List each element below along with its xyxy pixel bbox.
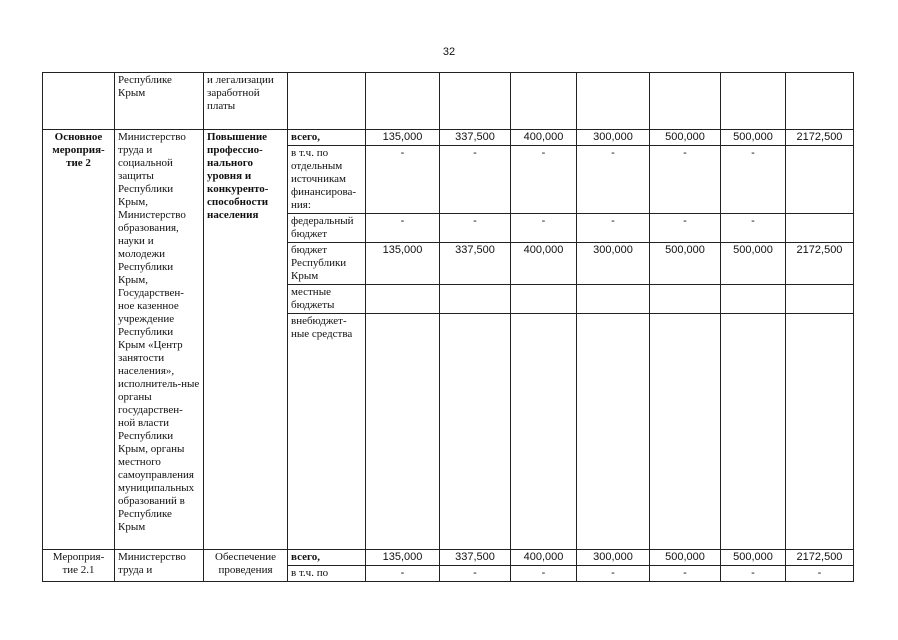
value-cell [577, 285, 650, 314]
value-cell [577, 314, 650, 550]
value-cell [786, 146, 854, 214]
value-cell: 2172,500 [786, 243, 854, 285]
value-cell: 135,000 [366, 243, 440, 285]
value-cell: 500,000 [650, 243, 721, 285]
value-cell [577, 73, 650, 130]
table-row [43, 130, 854, 146]
value-cell [440, 73, 511, 130]
table-row [43, 550, 854, 566]
goal-cell: и легализации заработной платы [204, 73, 288, 130]
value-cell: - [650, 566, 721, 582]
value-cell: 300,000 [577, 550, 650, 566]
value-cell [721, 285, 786, 314]
value-cell [786, 314, 854, 550]
goal-cell: Обеспечение проведения [204, 550, 288, 582]
value-cell: 400,000 [511, 550, 577, 566]
value-cell [786, 214, 854, 243]
value-cell: - [511, 146, 577, 214]
measure-label: Мероприя-тие 2.1 [43, 550, 115, 582]
value-cell: - [650, 214, 721, 243]
table-row [43, 73, 854, 130]
value-cell: 135,000 [366, 550, 440, 566]
measure-label: Основное мероприя-тие 2 [43, 130, 115, 550]
value-cell [650, 285, 721, 314]
source-cell: всего, [288, 130, 366, 146]
executor-cell: Министерство труда и социальной защиты Республики Крым, Министерство образования, науки и молодежи Республики Крым, Государствен-ное казенное учреждение Республики Крым «Центр занятости населения», исполнитель-ные органы государствен-ной власти Республики Крым, органы местного самоуправления муниципальных образований в Республике Крым [115, 130, 204, 550]
value-cell [366, 73, 440, 130]
value-cell: - [786, 566, 854, 582]
page-number: 32 [442, 46, 456, 58]
value-cell [440, 285, 511, 314]
value-cell: 500,000 [721, 130, 786, 146]
value-cell [366, 314, 440, 550]
executor-cell: Министерство труда и [115, 550, 204, 582]
value-cell [650, 73, 721, 130]
value-cell: 2172,500 [786, 550, 854, 566]
value-cell: - [366, 146, 440, 214]
source-cell: в т.ч. по [288, 566, 366, 582]
source-cell: бюджет Республики Крым [288, 243, 366, 285]
value-cell: - [577, 146, 650, 214]
value-cell [511, 285, 577, 314]
value-cell: - [440, 566, 511, 582]
value-cell: 300,000 [577, 243, 650, 285]
value-cell [511, 73, 577, 130]
value-cell [786, 285, 854, 314]
source-cell: в т.ч. по отдельным источникам финансирова-ния: [288, 146, 366, 214]
value-cell: 337,500 [440, 130, 511, 146]
source-cell [288, 73, 366, 130]
value-cell [721, 314, 786, 550]
value-cell: - [511, 214, 577, 243]
value-cell: - [511, 566, 577, 582]
source-cell: федеральный бюджет [288, 214, 366, 243]
value-cell: 500,000 [721, 550, 786, 566]
value-cell: 337,500 [440, 550, 511, 566]
value-cell: 500,000 [721, 243, 786, 285]
goal-cell: Повышение профессио-нального уровня и конкуренто-способности населения [204, 130, 288, 550]
value-cell [511, 314, 577, 550]
value-cell [440, 314, 511, 550]
value-cell: 135,000 [366, 130, 440, 146]
value-cell [721, 73, 786, 130]
value-cell [366, 285, 440, 314]
value-cell: - [721, 146, 786, 214]
value-cell: 500,000 [650, 130, 721, 146]
financing-table [42, 72, 854, 582]
value-cell: 400,000 [511, 130, 577, 146]
value-cell [650, 314, 721, 550]
source-cell: внебюджет-ные средства [288, 314, 366, 550]
value-cell: - [650, 146, 721, 214]
row-label-cell [43, 73, 115, 130]
value-cell [786, 73, 854, 130]
value-cell: - [440, 214, 511, 243]
value-cell: 337,500 [440, 243, 511, 285]
value-cell: 400,000 [511, 243, 577, 285]
value-cell: - [366, 566, 440, 582]
value-cell: 2172,500 [786, 130, 854, 146]
executor-cell: Республике Крым [115, 73, 204, 130]
value-cell: - [721, 214, 786, 243]
value-cell: - [440, 146, 511, 214]
value-cell: - [577, 566, 650, 582]
value-cell: 500,000 [650, 550, 721, 566]
source-cell: местные бюджеты [288, 285, 366, 314]
source-cell: всего, [288, 550, 366, 566]
value-cell: - [721, 566, 786, 582]
value-cell: 300,000 [577, 130, 650, 146]
value-cell: - [577, 214, 650, 243]
value-cell: - [366, 214, 440, 243]
